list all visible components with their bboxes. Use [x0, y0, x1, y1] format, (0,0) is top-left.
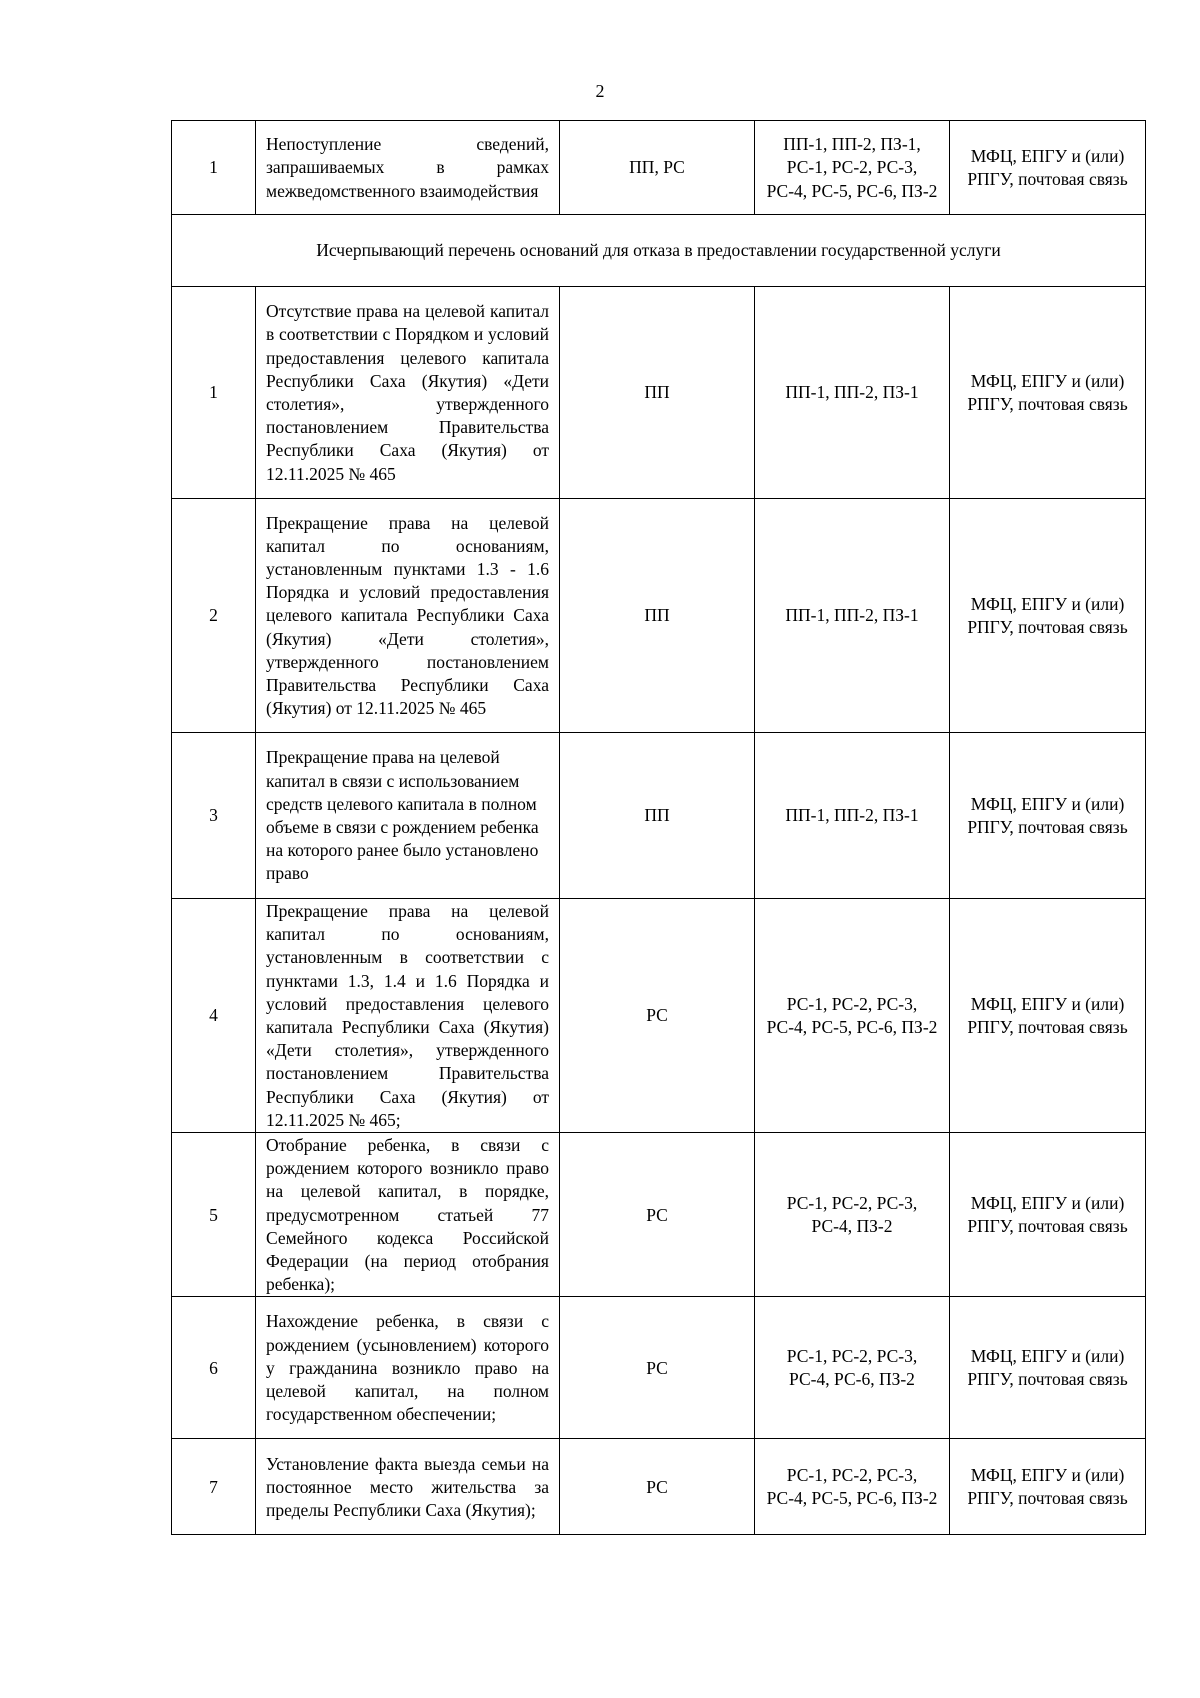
table-row — [172, 1439, 1146, 1535]
row-channels: МФЦ, ЕПГУ и (или) РПГУ, почтовая связь — [950, 121, 1146, 215]
row-documents: ПП-1, ПП-2, ПЗ-1 — [755, 733, 950, 899]
table-row — [172, 733, 1146, 899]
row-documents: РС-1, РС-2, РС-3, РС-4, ПЗ-2 — [755, 1133, 950, 1297]
row-documents: ПП-1, ПП-2, ПЗ-1 — [755, 287, 950, 499]
row-description: Непоступление сведений, запрашиваемых в рамках межведомственного взаимодействия — [256, 121, 560, 215]
page-number: 2 — [595, 81, 605, 101]
row-documents: ПП-1, ПП-2, ПЗ-1 — [755, 499, 950, 733]
row-reason-code: РС — [560, 1297, 755, 1439]
row-number: 4 — [172, 899, 256, 1133]
row-description: Отсутствие права на целевой капитал в соответствии с Порядком и условий предоставления целевого капитала Республики Саха (Якутия) «Дети столетия», утвержденного постановлением Правительства Республики Саха (Якутия) от 12.11.2025 № 465 — [256, 287, 560, 499]
table-row — [172, 899, 1146, 1133]
row-reason-code: ПП — [560, 733, 755, 899]
row-reason-code: РС — [560, 1439, 755, 1535]
row-number: 3 — [172, 733, 256, 899]
row-channels: МФЦ, ЕПГУ и (или) РПГУ, почтовая связь — [950, 1439, 1146, 1535]
table-row — [172, 1297, 1146, 1439]
row-channels: МФЦ, ЕПГУ и (или) РПГУ, почтовая связь — [950, 1133, 1146, 1297]
row-number: 6 — [172, 1297, 256, 1439]
row-number: 5 — [172, 1133, 256, 1297]
row-description: Отобрание ребенка, в связи с рождением которого возникло право на целевой капитал, в порядке, предусмотренном статьей 77 Семейного кодекса Российской Федерации (на период отобрания ребенка); — [256, 1133, 560, 1297]
row-number: 1 — [172, 287, 256, 499]
row-description: Прекращение права на целевой капитал по основаниям, установленным пунктами 1.3 - 1.6 Порядка и условий предоставления целевого капитала Республики Саха (Якутия) «Дети столетия», утвержденного постановлением Правительства Республики Саха (Якутия) от 12.11.2025 № 465 — [256, 499, 560, 733]
row-channels: МФЦ, ЕПГУ и (или) РПГУ, почтовая связь — [950, 1297, 1146, 1439]
row-channels: МФЦ, ЕПГУ и (или) РПГУ, почтовая связь — [950, 499, 1146, 733]
row-documents: РС-1, РС-2, РС-3, РС-4, РС-5, РС-6, ПЗ-2 — [755, 1439, 950, 1535]
row-channels: МФЦ, ЕПГУ и (или) РПГУ, почтовая связь — [950, 287, 1146, 499]
table-row — [172, 287, 1146, 499]
table-row — [172, 121, 1146, 215]
grounds-table — [171, 120, 1146, 1535]
row-number: 7 — [172, 1439, 256, 1535]
row-number: 1 — [172, 121, 256, 215]
row-documents: РС-1, РС-2, РС-3, РС-4, РС-6, ПЗ-2 — [755, 1297, 950, 1439]
row-reason-code: ПП, РС — [560, 121, 755, 215]
row-description: Прекращение права на целевой капитал в связи с использованием средств целевого капитала в полном объеме в связи с рождением ребенка на которого ранее было установлено право — [256, 733, 560, 899]
row-description: Установление факта выезда семьи на постоянное место жительства за пределы Республики Саха (Якутия); — [256, 1439, 560, 1535]
row-reason-code: ПП — [560, 287, 755, 499]
row-reason-code: ПП — [560, 499, 755, 733]
row-description: Прекращение права на целевой капитал по основаниям, установленным в соответствии с пунктами 1.3, 1.4 и 1.6 Порядка и условий предоставления целевого капитала Республики Саха (Якутия) «Дети столетия», утвержденного постановлением Правительства Республики Саха (Якутия) от 12.11.2025 № 465; — [256, 899, 560, 1133]
row-reason-code: РС — [560, 899, 755, 1133]
row-number: 2 — [172, 499, 256, 733]
row-description: Нахождение ребенка, в связи с рождением (усыновлением) которого у гражданина возникло право на целевой капитал, на полном государственном обеспечении; — [256, 1297, 560, 1439]
row-channels: МФЦ, ЕПГУ и (или) РПГУ, почтовая связь — [950, 899, 1146, 1133]
section-header-row — [172, 215, 1146, 287]
table-row — [172, 499, 1146, 733]
row-channels: МФЦ, ЕПГУ и (или) РПГУ, почтовая связь — [950, 733, 1146, 899]
table-row — [172, 1133, 1146, 1297]
row-documents: ПП-1, ПП-2, ПЗ-1, РС-1, РС-2, РС-3, РС-4, РС-5, РС-6, ПЗ-2 — [755, 121, 950, 215]
row-documents: РС-1, РС-2, РС-3, РС-4, РС-5, РС-6, ПЗ-2 — [755, 899, 950, 1133]
section-title: Исчерпывающий перечень оснований для отказа в предоставлении государственной услуги — [172, 215, 1146, 287]
row-reason-code: РС — [560, 1133, 755, 1297]
